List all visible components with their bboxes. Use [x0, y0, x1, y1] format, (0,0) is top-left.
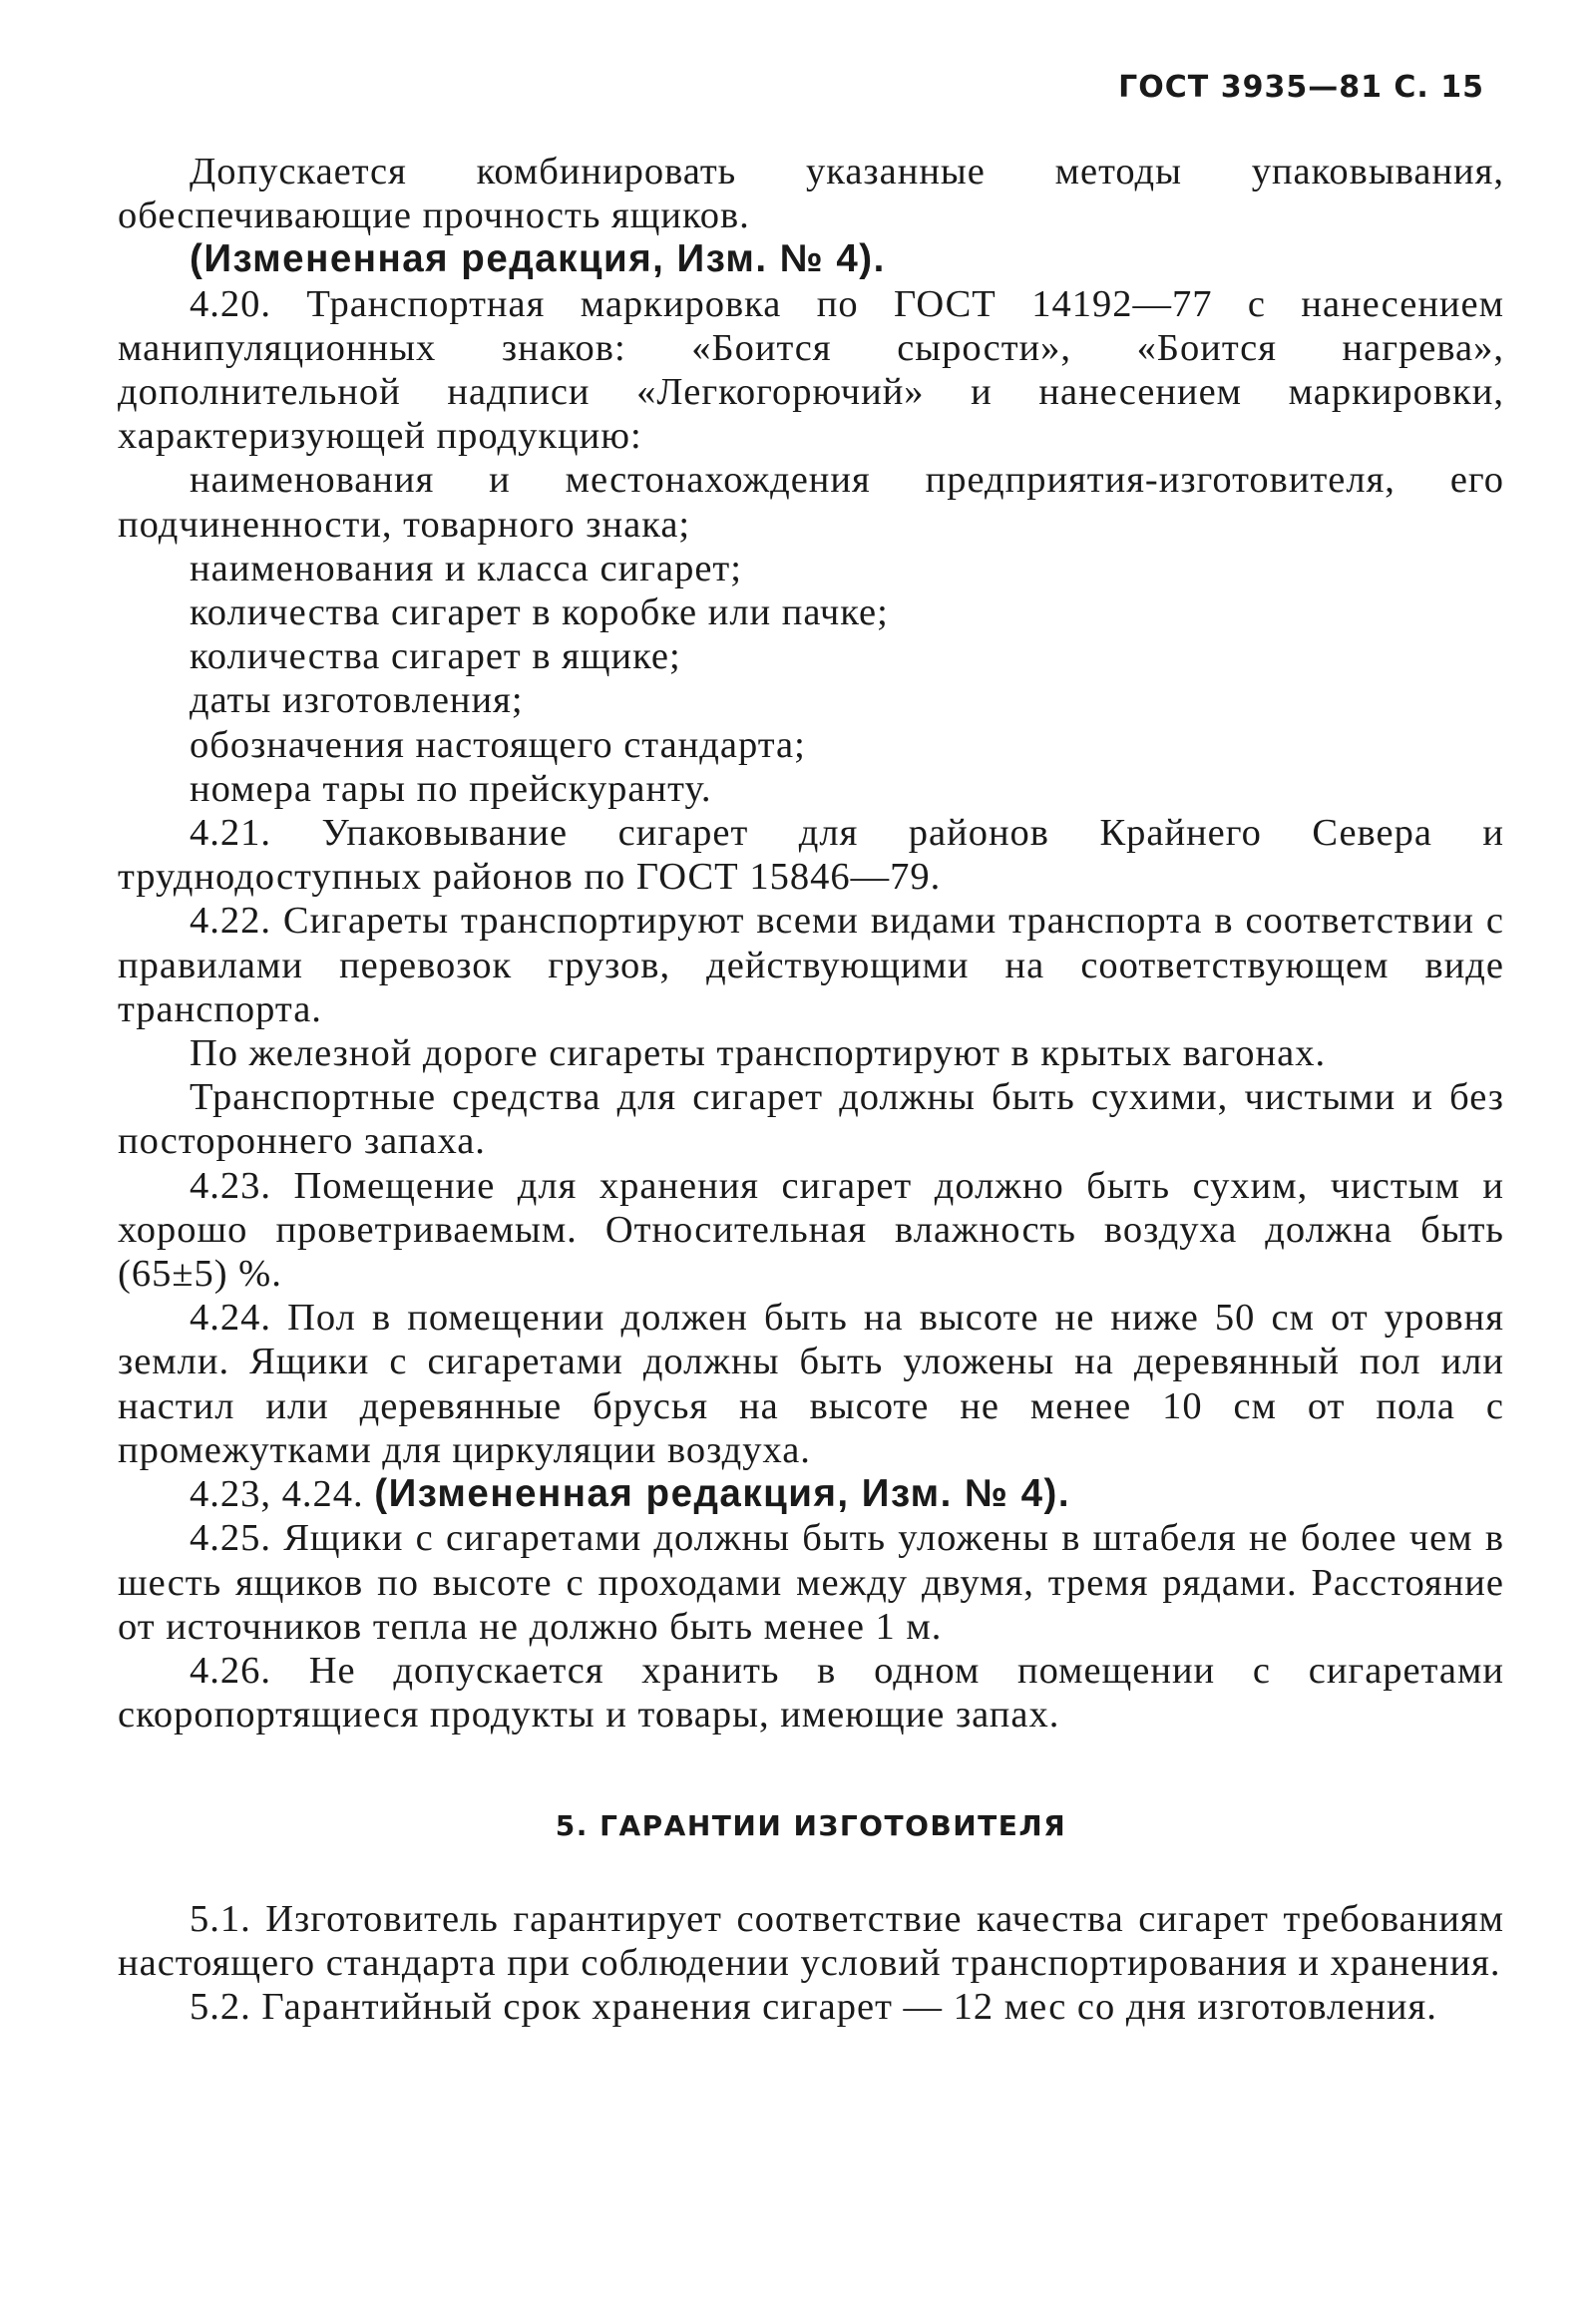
clause-4-21: 4.21. Упаковывание сигарет для районов Крайнего Севера и труднодоступных районов по ГОСТ 15846—79.	[118, 812, 1504, 899]
document-body	[118, 150, 1504, 2029]
marking-item: обозначения настоящего стандарта;	[190, 723, 806, 766]
clause-5-2: 5.2. Гарантийный срок хранения сигарет — 12 мес со дня изготовления.	[190, 1985, 1437, 2028]
paragraph-railway: По железной дороге сигареты транспортируют в крытых вагонах.	[190, 1032, 1327, 1075]
paragraph-vehicles: Транспортные средства для сигарет должны быть сухими, чистыми и без постороннего запаха.	[118, 1076, 1504, 1163]
marking-item: даты изготовления;	[190, 679, 524, 722]
marking-item: количества сигарет в коробке или пачке;	[190, 591, 889, 634]
amendment-label: (Измененная редакция, Изм. № 4).	[374, 1472, 1071, 1516]
clause-4-26: 4.26. Не допускается хранить в одном помещении с сигаретами скоропортящиеся продукты и товары, имеющие запах.	[118, 1649, 1504, 1737]
clause-4-25: 4.25. Ящики с сигаретами должны быть уложены в штабеля не более чем в шесть ящиков по высоте с проходами между двумя, тремя рядами. Расстояние от источников тепла не должно быть менее 1 м.	[118, 1517, 1504, 1648]
amendment-clauses: 4.23, 4.24.	[190, 1473, 364, 1516]
clause-4-22: 4.22. Сигареты транспортируют всеми видами транспорта в соответствии с правилами перевозок грузов, действующими на соответствующем виде транспорта.	[118, 900, 1504, 1030]
marking-item: наименования и местонахождения предприятия-изготовителя, его подчиненности, товарного знака;	[118, 459, 1504, 546]
marking-item: номера тары по прейскуранту.	[190, 767, 712, 810]
page-header: ГОСТ 3935—81 С. 15	[1118, 70, 1484, 105]
paragraph-combined-methods: Допускается комбинировать указанные методы упаковывания, обеспечивающие прочность ящиков.	[118, 151, 1504, 237]
section-title: 5. ГАРАНТИИ ИЗГОТОВИТЕЛЯ	[555, 1809, 1067, 1843]
clause-4-20: 4.20. Транспортная маркировка по ГОСТ 14192—77 с нанесением манипуляционных знаков: «Боится сырости», «Боится нагрева», дополнительной надписи «Легкогорючий» и нанесением маркировки, характеризующей продукцию:	[118, 282, 1504, 458]
clause-4-23: 4.23. Помещение для хранения сигарет должно быть сухим, чистым и хорошо проветриваемым. Относительная влажность воздуха должна быть (65±5) %.	[118, 1164, 1504, 1296]
amendment-note-4-23-4-24	[118, 1472, 1504, 1516]
clause-4-24: 4.24. Пол в помещении должен быть на высоте не ниже 50 см от уровня земли. Ящики с сигаретами должны быть уложены на деревянный пол или настил или деревянные брусья на высоте не менее 10 см от пола с промежутками для циркуляции воздуха.	[118, 1297, 1504, 1471]
marking-item: количества сигарет в ящике;	[190, 635, 681, 678]
clause-5-1: 5.1. Изготовитель гарантирует соответствие качества сигарет требованиям настоящего стандарта при соблюдении условий транспортирования и хранения.	[118, 1897, 1504, 1984]
marking-item: наименования и класса сигарет;	[190, 547, 742, 589]
amendment-note: (Измененная редакция, Изм. № 4).	[190, 237, 886, 281]
